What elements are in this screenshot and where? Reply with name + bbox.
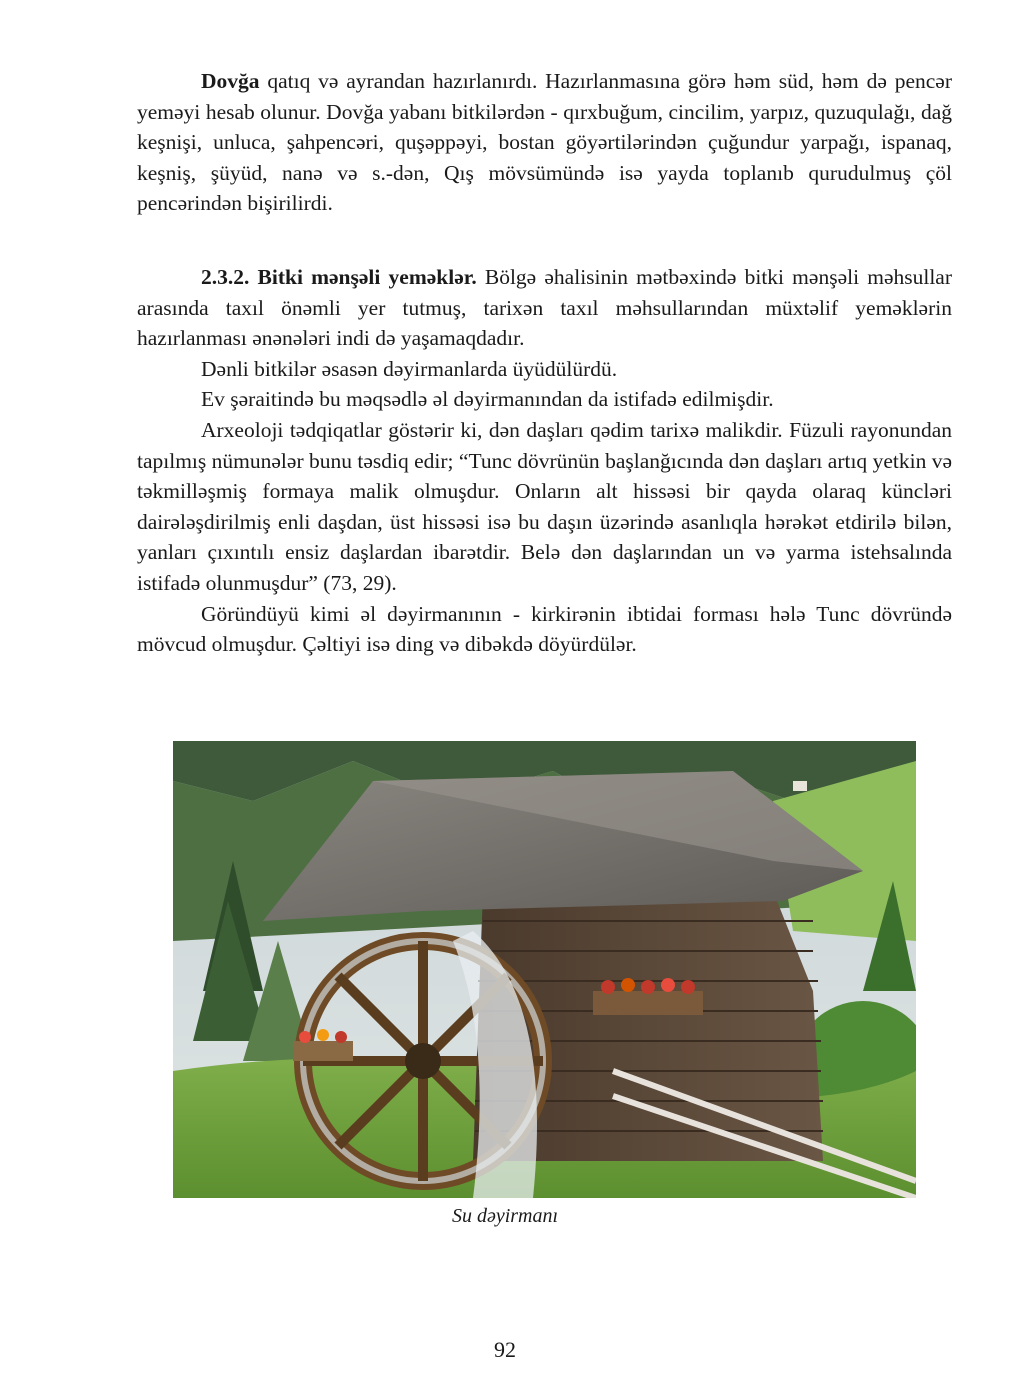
section-intro-paragraph: [137, 262, 952, 354]
water-mill-photo: [173, 741, 916, 1198]
body-paragraph: Ev şəraitində bu məqsədlə əl dəyirmanından da istifadə edilmişdir.: [201, 387, 774, 412]
dovga-lead-term: Dovğa: [201, 69, 260, 93]
section-plant-foods: [137, 262, 952, 660]
figure-caption: Su dəyirmanı: [451, 1205, 559, 1227]
water-mill-illustration: [173, 741, 916, 1198]
body-paragraph: Dənli bitkilər əsasən dəyirmanlarda üyüdülürdü.: [201, 356, 618, 381]
page-number: 92: [494, 1337, 516, 1362]
body-paragraph: Arxeoloji tədqiqatlar göstərir ki, dən daşları qədim tarixə malikdir. Füzuli rayonundan tapılmış nümunələr bunu təsdiq edir; “Tunc dövrünün başlanğıcında dən daşları artıq yetkin və təkmilləşmiş formaya malik olmuşdur. Onların alt hissəsi bir qayda olaraq küncləri dairələşdirilmiş enli daşdan, üst hissəsi isə bu daşın üzərində asanlıqla hərəkət etdirilə bilən, yanları çıxıntılı ensiz daşlardan ibarətdir. Belə dən daşlarından un və yarma istehsalında istifadə olunmuşdur” (73, 29).: [137, 417, 952, 595]
dovga-text: qatıq və ayrandan hazırlanırdı. Hazırlanmasına görə həm süd, həm də pencər yeməyi hesab olunur. Dovğa yabanı bitkilərdən - qırxbuğum, cincilim, yarpız, quzuqulağı, dağ keşnişi, unluca, şahpencəri, quşəppəyi, bostan göyərtilərindən çuğundur yarpağı, ispanaq, keşniş, şüyüd, nanə və s.-dən, Qış mövsümündə isə yayda toplanıb qurudulmuş çöl pencərindən bişirilirdi.: [137, 69, 952, 216]
body-paragraph: Göründüyü kimi əl dəyirmanının - kirkirənin ibtidai forması hələ Tunc dövründə mövcud olmuşdur. Çəltiyi isə ding və dibəkdə döyürdülər.: [137, 601, 952, 657]
dovga-paragraph: [137, 66, 952, 219]
paragraph-dovga: [137, 66, 952, 219]
section-intro-text: Bölgə əhalisinin mətbəxində bitki mənşəli məhsullar arasında taxıl önəmli yer tutmuş, tarixən taxıl məhsullarından müxtəlif yeməklərin hazırlanması ənənələri indi də yaşamaqdadır.: [137, 265, 952, 351]
section-heading: 2.3.2. Bitki mənşəli yeməklər.: [201, 265, 477, 289]
